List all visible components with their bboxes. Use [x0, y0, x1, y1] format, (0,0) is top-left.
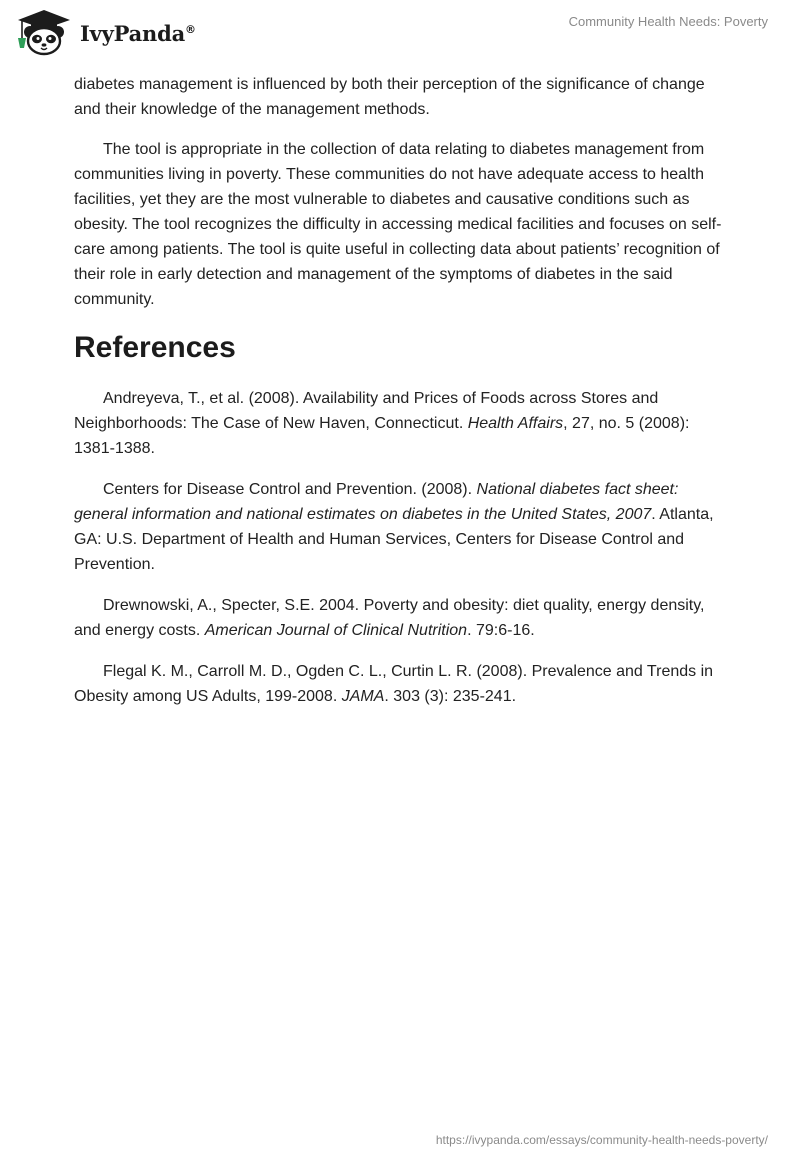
body-paragraph: diabetes management is influenced by both their perception of the significance of change and their knowledge of the management methods.: [74, 76, 705, 118]
references-heading: References: [74, 331, 236, 364]
reference-text: Drewnowski, A., Specter, S.E. 2004. Poverty and obesity: diet quality, energy density, and energy costs.: [74, 597, 705, 639]
reference-item: [74, 477, 734, 577]
reference-source: Health Affairs: [467, 415, 564, 432]
panda-graduate-icon: [14, 8, 74, 56]
logo-text: [80, 21, 196, 46]
reference-text: Centers for Disease Control and Prevention. (2008).: [103, 481, 477, 498]
reference-source: American Journal of Clinical Nutrition: [204, 622, 468, 639]
reference-item: [74, 593, 734, 643]
reference-text: . 79:6-16.: [467, 622, 535, 639]
reference-text: Flegal K. M., Carroll M. D., Ogden C. L., Curtin L. R. (2008). Prevalence and Trends in Obesity among US Adults, 199-2008.: [74, 663, 714, 705]
logo-name: IvyPanda: [80, 20, 186, 46]
reference-source: National diabetes fact sheet: general information and national estimates on diabetes in the United States, 2007: [74, 481, 679, 523]
page-header: [0, 0, 800, 64]
reference-source: JAMA: [341, 688, 385, 705]
reference-text: . 303 (3): 235-241.: [384, 688, 517, 705]
reference-text: Andreyeva, T., et al. (2008). Availability and Prices of Foods across Stores and Neighborhoods: The Case of New Haven, Connecticut.: [74, 390, 659, 432]
reference-text: , 27, no. 5 (2008): 1381-1388.: [74, 415, 690, 457]
essay-content: [74, 72, 734, 725]
body-paragraph: The tool is appropriate in the collection of data relating to diabetes management from communities living in poverty. These communities do not have adequate access to health facilities, yet they are the most vulnerable to diabetes and causative conditions such as obesity. The tool recognizes the difficulty in accessing medical facilities and focuses on self-care among patients. The tool is quite useful in collecting data about patients’ recognition of their role in early detection and management of the symptoms of diabetes in the said community.: [74, 141, 722, 308]
document-title: Community Health Needs: Poverty: [568, 14, 768, 29]
source-url-link[interactable]: https://ivypanda.com/essays/community-health-needs-poverty/: [435, 1133, 768, 1147]
reference-item: [74, 386, 734, 461]
reference-text: . Atlanta, GA: U.S. Department of Health and Human Services, Centers for Disease Control and Prevention.: [74, 506, 714, 573]
registered-mark: ®: [185, 22, 196, 36]
reference-item: [74, 659, 734, 709]
ivypanda-logo[interactable]: [14, 8, 196, 56]
